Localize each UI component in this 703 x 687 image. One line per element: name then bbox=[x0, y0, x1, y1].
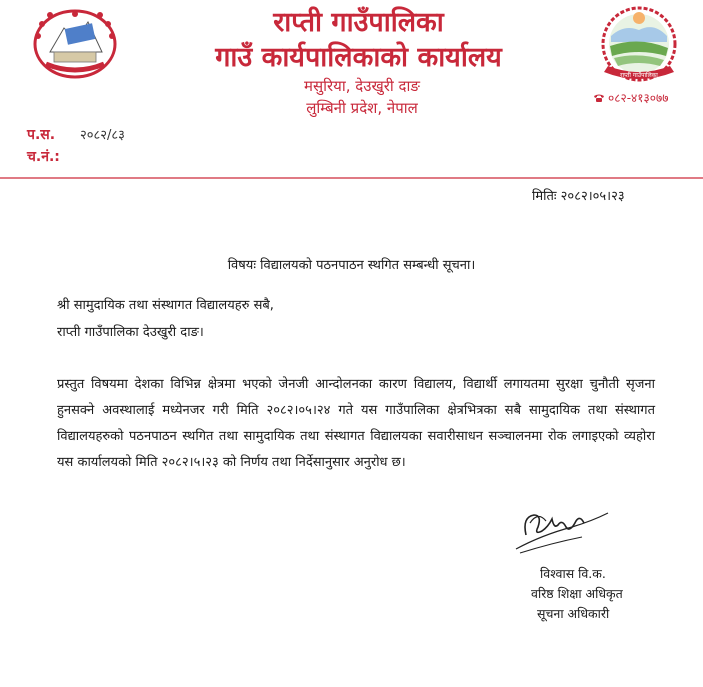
address-line1: मसुरिया, देउखुरी दाङ bbox=[304, 77, 420, 95]
phone-text: ०८२-४१३०७७ bbox=[608, 91, 669, 105]
office-title-line2: गाउँ कार्यपालिकाको कार्यालय bbox=[215, 42, 502, 73]
signatory-designation: वरिष्ठ शिक्षा अधिकृत bbox=[531, 586, 623, 601]
cn-label: च.नं.: bbox=[27, 149, 60, 165]
ps-label: प.स. bbox=[27, 127, 56, 143]
letter-date: मितिः २०८२।०५।२३ bbox=[532, 189, 625, 204]
telephone-icon bbox=[593, 93, 605, 103]
addressee-line2: राप्ती गाउँपालिका देउखुरी दाङ। bbox=[57, 325, 204, 340]
addressee-line1: श्री सामुदायिक तथा संस्थागत विद्यालयहरु सबै, bbox=[57, 298, 274, 313]
letter-body: प्रस्तुत विषयमा देशका विभिन्न क्षेत्रमा भएको जेनजी आन्दोलनका कारण विद्यालय, विद्यार्थी लगायतमा सुरक्षा चुनौती सृजना हुनसक्ने अवस्थालाई मध्येनजर गरी मिति २०८२।०५।२४ गते यस गाउँपालिका क्षेत्रभित्रका सबै सामुदायिक तथा संस्थागत विद्यालयहरुको पठनपाठन स्थगित तथा सामुदायिक तथा संस्थागत विद्यालयका सवारीसाधन सञ्चालनमा रोक लगाइएको व्यहोरा यस कार्यालयको मिति २०८२।५।२३ को निर्णय तथा निर्देसानुसार अनुरोध छ। bbox=[57, 377, 655, 470]
signatory-name: विश्वास वि.क. bbox=[540, 566, 606, 581]
signature-image bbox=[512, 505, 612, 555]
address-line2: लुम्बिनी प्रदेश, नेपाल bbox=[306, 99, 418, 117]
phone-number bbox=[593, 90, 669, 106]
header-divider bbox=[0, 177, 703, 179]
logo-caption: राप्ती गाउँपालिका bbox=[620, 72, 658, 79]
ps-value: २०८२/८३ bbox=[80, 128, 125, 143]
letter-subject: विषयः विद्यालयको पठनपाठन स्थगित सम्बन्धी सूचना। bbox=[227, 258, 476, 273]
signatory-role: सूचना अधिकारी bbox=[537, 606, 610, 621]
office-title-line1: राप्ती गाउँपालिका bbox=[273, 7, 444, 38]
